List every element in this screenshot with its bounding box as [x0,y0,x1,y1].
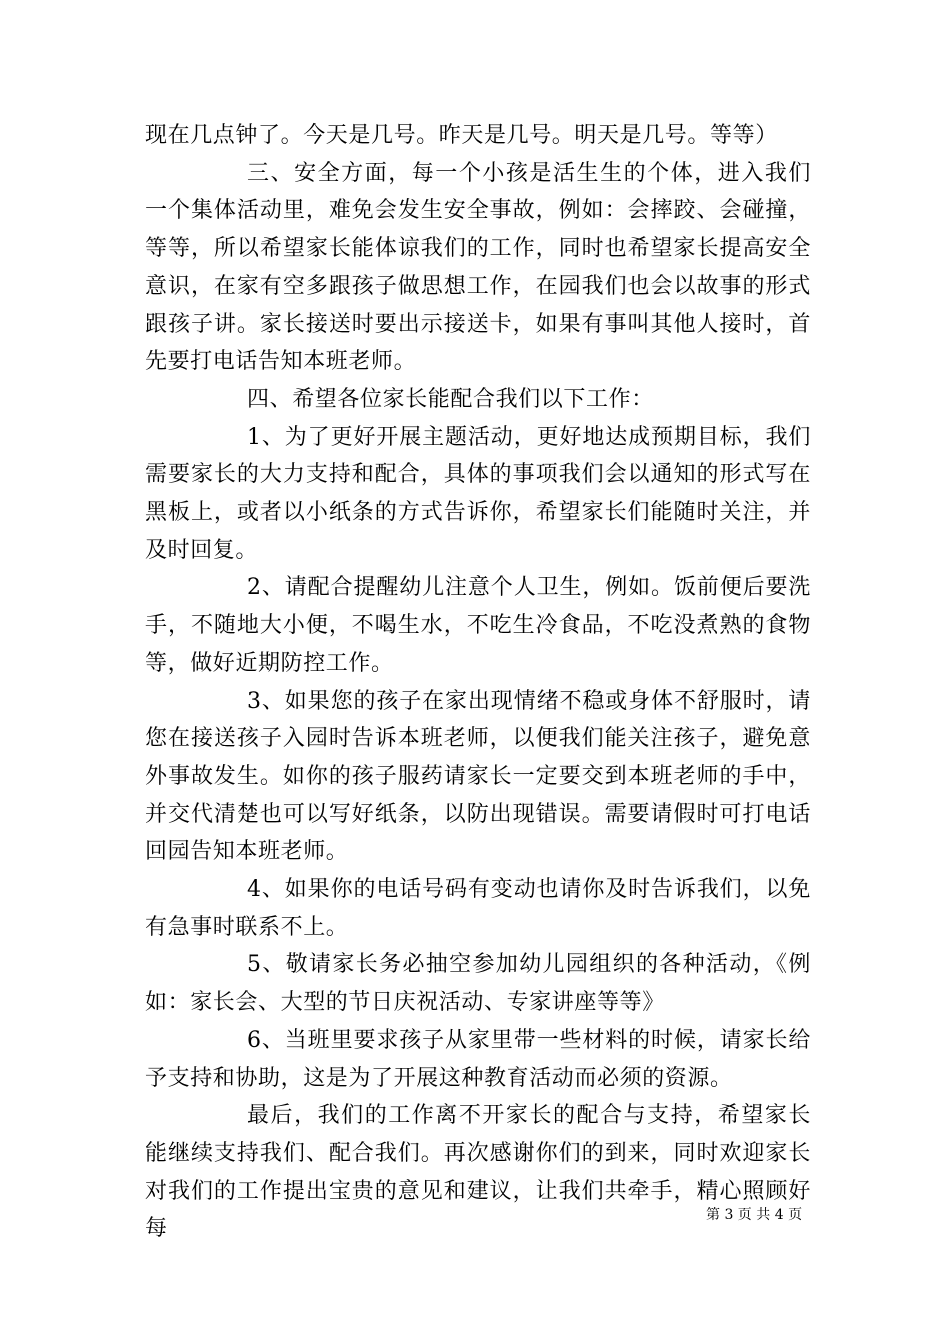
paragraph-safety: 三、安全方面，每一个小孩是活生生的个体，进入我们一个集体活动里，难免会发生安全事故，例如：会摔跤、会碰撞，等等，所以希望家长能体谅我们的工作，同时也希望家长提高安全意识，在家有空多跟孩子做思想工作，在园我们也会以故事的形式跟孩子讲。家长接送时要出示接送卡，如果有事叫其他人接时，首先要打电话告知本班老师。 [145,160,811,375]
list-item-3: 3、如果您的孩子在家出现情绪不稳或身体不舒服时，请您在接送孩子入园时告诉本班老师，以便我们能关注孩子，避免意外事故发生。如你的孩子服药请家长一定要交到本班老师的手中，并交代清楚也可以写好纸条，以防出现错误。需要请假时可打电话回园告知本班老师。 [145,688,811,865]
list-item-2: 2、请配合提醒幼儿注意个人卫生，例如。饭前便后要洗手，不随地大小便，不喝生水，不吃生冷食品，不吃没煮熟的食物等，做好近期防控工作。 [145,575,811,676]
list-item-4: 4、如果你的电话号码有变动也请你及时告诉我们，以免有急事时联系不上。 [145,877,811,940]
page-number-footer: 第 3 页 共 4 页 [706,1207,803,1223]
paragraph-continuation: 现在几点钟了。今天是几号。昨天是几号。明天是几号。等等） [145,123,778,148]
list-item-1: 1、为了更好开展主题活动，更好地达成预期目标，我们需要家长的大力支持和配合，具体的事项我们会以通知的形式写在黑板上，或者以小纸条的方式告诉你，希望家长们能随时关注，并及时回复。 [145,424,811,563]
paragraph-closing: 最后，我们的工作离不开家长的配合与支持，希望家长能继续支持我们、配合我们。再次感谢你们的到来，同时欢迎家长对我们的工作提出宝贵的意见和建议，让我们共牵手，精心照顾好每 [145,1103,811,1242]
list-item-6: 6、当班里要求孩子从家里带一些材料的时候，请家长给予支持和协助，这是为了开展这种教育活动而必须的资源。 [145,1027,811,1091]
document-body [145,117,811,1248]
list-item-5: 5、敬请家长务必抽空参加幼儿园组织的各种活动，《例如：家长会、大型的节日庆祝活动、专家讲座等等》 [145,952,811,1016]
section-heading-cooperation: 四、希望各位家长能配合我们以下工作： [247,386,654,412]
